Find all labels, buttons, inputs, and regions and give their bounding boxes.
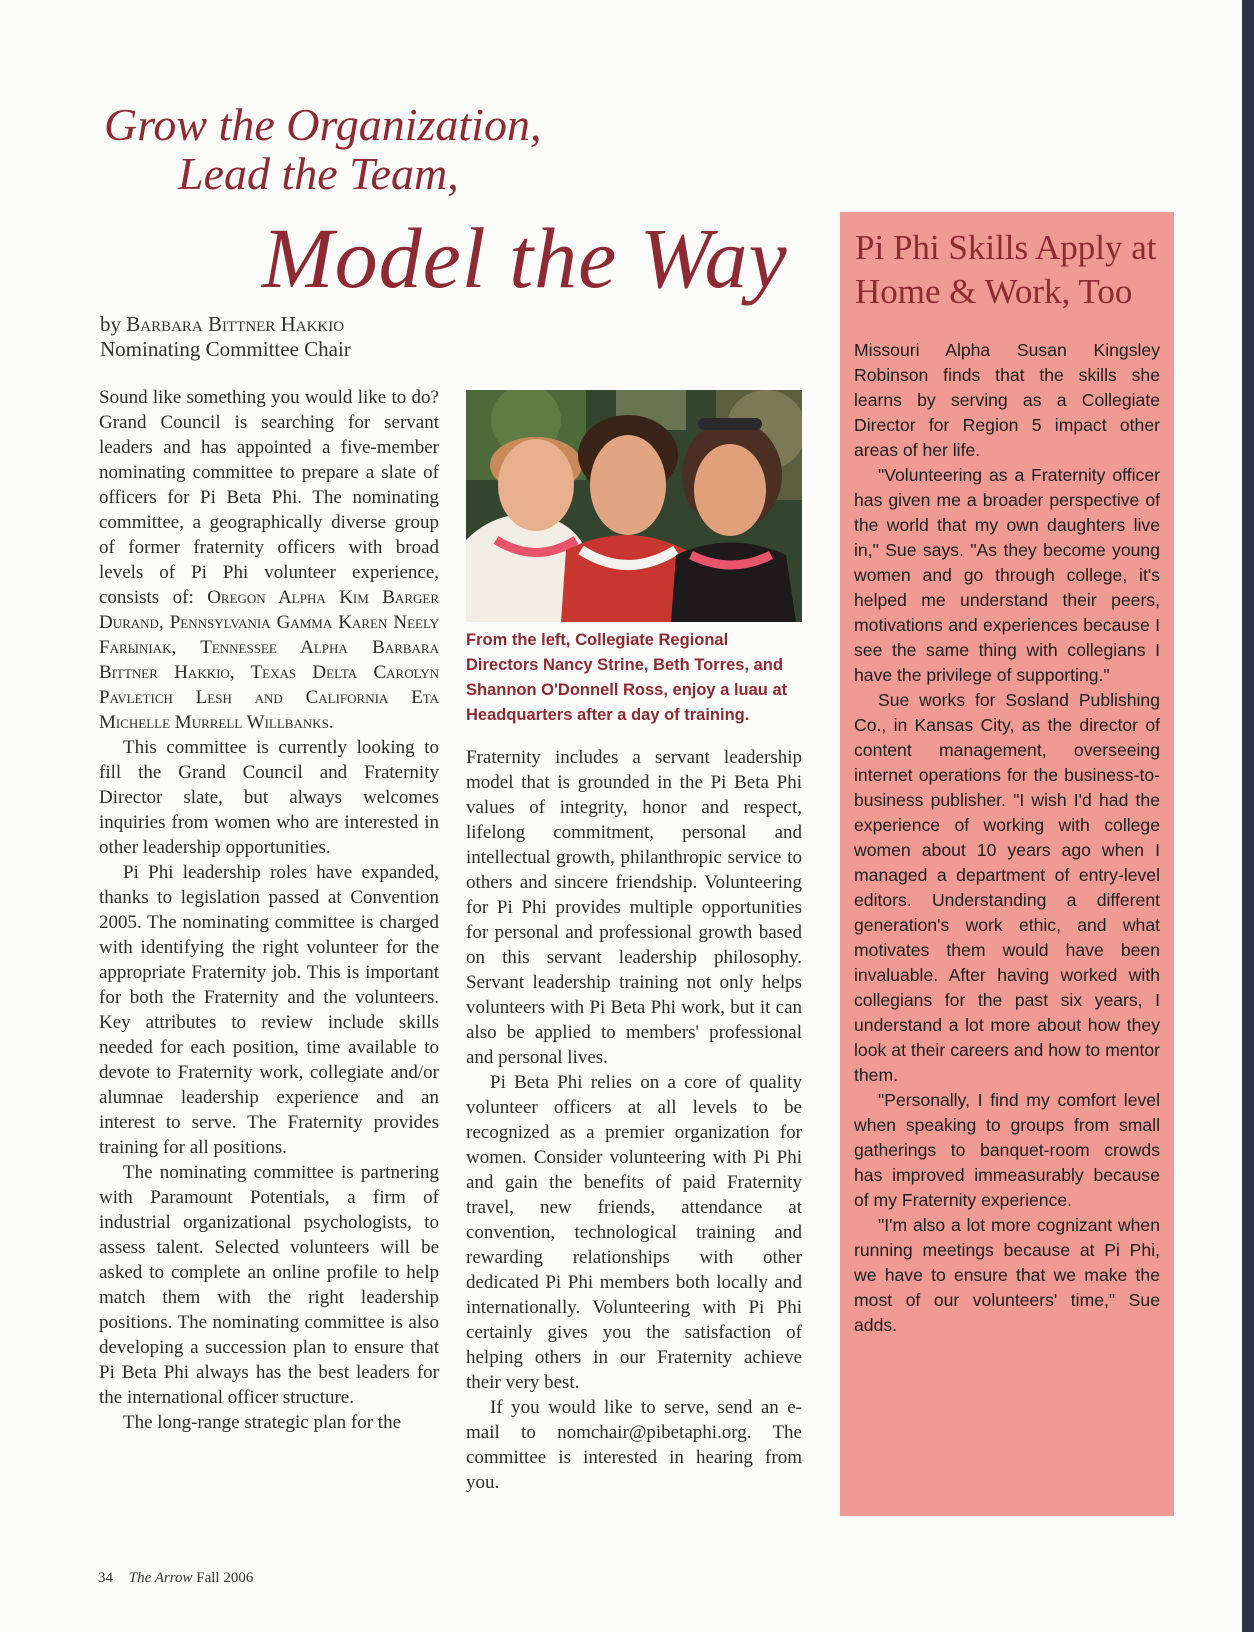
issue-label: Fall 2006 [196, 1570, 254, 1586]
page-footer [98, 1570, 253, 1587]
sidebar-paragraph-4: "Personally, I find my comfort level when speaking to groups from small gatherings to banquet-room crowds has improved immeasurably because of my Fraternity experience. [854, 1090, 1160, 1210]
title-line-1: Grow the Organization, [104, 99, 542, 150]
middle-column [466, 745, 802, 1495]
page-edge-bar [1242, 0, 1254, 1632]
page-number: 34 [98, 1570, 113, 1586]
committee-members: Oregon Alpha Kim Barger Durand, Pennsylvania Gamma Karen Neely Farыniak, Tennessee Alpha Barbara Bittner Hakkio, Texas Delta Carolyn Pavletich Lesh and California Eta Michelle Murrell Willbanks. [99, 587, 439, 733]
left-paragraph-2: This committee is currently looking to fill the Grand Council and Fraternity Director slate, but always welcomes inquiries from women who are interested in other leadership opportunities. [99, 737, 439, 858]
sidebar-paragraph-1: Missouri Alpha Susan Kingsley Robinson finds that the skills she learns by serving as a Collegiate Director for Region 5 impact other areas of her life. [854, 340, 1160, 460]
left-paragraph-4: The nominating committee is partnering with Paramount Potentials, a firm of industrial organizational psychologists, to assess talent. Selected volunteers will be asked to complete an online profile to help match them with the right leadership positions. The nominating committee is also developing a succession plan to ensure that Pi Beta Phi always has the best leaders for the international officer structure. [99, 1162, 439, 1408]
sidebar-paragraph-3: Sue works for Sosland Publishing Co., in Kansas City, as the director of content management, overseeing internet operations for the business-to-business publisher. "I wish I'd had the experience of working with college women about 10 years ago when I managed a department of entry-level editors. Understanding a different generation's work ethic, and what motivates them would have been invaluable. After having worked with collegians for the past six years, I understand a lot more about how they look at their careers and how to mentor them. [854, 690, 1160, 1085]
left-paragraph-5: The long-range strategic plan for the [123, 1412, 402, 1433]
sidebar-paragraph-2: "Volunteering as a Fraternity officer has given me a broader perspective of the world that my own daughters live in," Sue says. "As they become young women and go through college, it's helped me understand their peers, motivations and experiences because I see the same thing with collegians I have the privilege of supporting." [854, 465, 1160, 685]
title-line-3: Model the Way [262, 210, 788, 306]
left-paragraph-1 [99, 385, 439, 735]
sidebar-box [840, 212, 1174, 1516]
byline-author: Barbara Bittner Hakkio [126, 312, 345, 336]
byline-role: Nominating Committee Chair [100, 337, 351, 361]
sidebar-body [854, 338, 1160, 1338]
group-photo-illustration [466, 390, 802, 622]
left-paragraph-1-text: Sound like something you would like to do? Grand Council is searching for servant leaders and has appointed a five-member nominating committee to prepare a slate of officers for Pi Beta Phi. The nominating committee, a geographically diverse group of former fraternity officers with broad levels of Pi Phi volunteer experience, consists of: [99, 387, 439, 608]
byline-by: by [100, 312, 121, 336]
sidebar-paragraph-5: "I'm also a lot more cognizant when running meetings because at Pi Phi, we have to ensure that we make the most of our volunteers' time," Sue adds. [854, 1215, 1160, 1335]
left-paragraph-3: Pi Phi leadership roles have expanded, thanks to legislation passed at Convention 2005. The nominating committee is charged with identifying the right volunteer for the appropriate Fraternity job. This is important for both the Fraternity and the volunteers. Key attributes to review include skills needed for each position, time available to devote to Fraternity work, collegiate and/or alumnae leadership experience and an interest to serve. The Fraternity provides training for all positions. [99, 862, 439, 1158]
group-photo [466, 390, 802, 622]
photo-caption: From the left, Collegiate Regional Directors Nancy Strine, Beth Torres, and Shannon O'Donnell Ross, enjoy a luau at Headquarters after a day of training. [466, 631, 788, 724]
title-line-2: Lead the Team, [178, 148, 459, 199]
byline [100, 312, 351, 362]
middle-paragraph-2: Pi Beta Phi relies on a core of quality volunteer officers at all levels to be recognized as a premier organization for women. Consider volunteering with Pi Phi and gain the benefits of paid Fraternity travel, new friends, attendance at convention, technological training and rewarding relationships with other dedicated Pi Phi members both locally and internationally. Volunteering with Pi Phi certainly gives you the satisfaction of helping others in our Fraternity achieve their very best. [466, 1072, 802, 1393]
middle-paragraph-3: If you would like to serve, send an e-mail to nomchair@pibetaphi.org. The committee is interested in hearing from you. [466, 1397, 802, 1493]
left-column [99, 385, 439, 1435]
sidebar-title: Pi Phi Skills Apply at Home & Work, Too [855, 228, 1157, 311]
magazine-name: The Arrow [128, 1570, 193, 1586]
middle-paragraph-1: Fraternity includes a servant leadership model that is grounded in the Pi Beta Phi values of integrity, honor and respect, lifelong commitment, personal and intellectual growth, philanthropic service to others and sincere friendship. Volunteering for Pi Phi provides multiple opportunities for personal and professional growth based on this servant leadership philosophy. Servant leadership training not only helps volunteers with Pi Beta Phi work, but it can also be applied to members' professional and personal lives. [466, 747, 802, 1068]
